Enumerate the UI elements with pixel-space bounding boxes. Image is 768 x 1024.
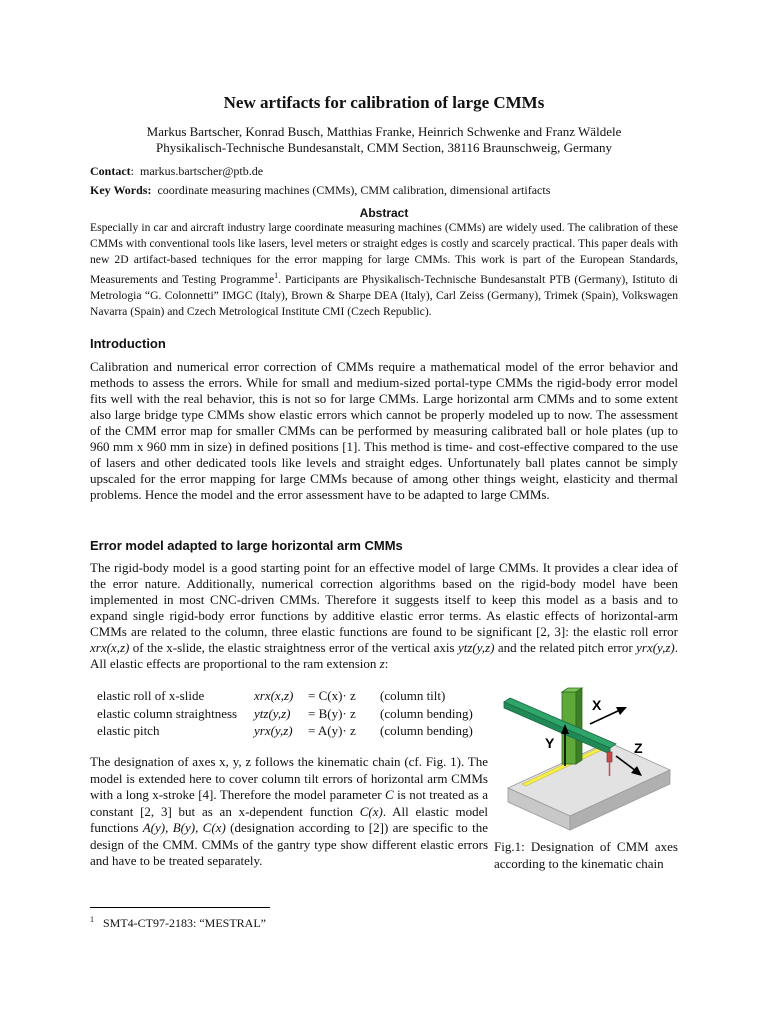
footnote — [90, 915, 266, 931]
p2-text: The designation of axes x, y, z follows the kinematic chain (cf. Fig. 1). The model is extended here to cover column tilt errors of horizontal arm CMMs with a long x-stroke [4]. Therefore the model parameter — [90, 754, 488, 802]
footnote-number: 1 — [90, 915, 94, 924]
p2-symbol-functions: A(y), B(y), C(x) — [142, 820, 226, 835]
abstract-text-part2: . Participants are Physikalisch-Technische Bundesanstalt PTB (Germany), Istituto di Metrologia “G. Colonnetti” IMGC (Italy), Brown & Sharpe DEA (Italy), Carl Zeiss (Germany), Trimek (Spain), Volkswagen Navarra (Spain) and Czech Metrological Institute CMI (Czech Republic). — [90, 272, 678, 318]
intro-heading: Introduction — [90, 336, 166, 351]
footnote-rule — [90, 907, 270, 908]
p1-symbol-z: z — [379, 656, 385, 671]
p1-symbol-yrx: yrx(y,z) — [636, 640, 675, 655]
equation-formula: = A(y)· z — [308, 723, 356, 738]
abstract-heading: Abstract — [359, 206, 409, 220]
equation-formula: = B(y)· z — [308, 706, 356, 721]
affiliation: Physikalisch-Technische Bundesanstalt, CMM Section, 38116 Braunschweig, Germany — [155, 140, 613, 155]
equation-name: elastic pitch — [97, 723, 160, 738]
p1-text-4: . All elastic effects are proportional to the ram extension — [90, 640, 678, 671]
p2-symbol-Cx: C(x) — [359, 803, 383, 819]
probe-body — [607, 752, 612, 762]
footnote-text: SMT4-CT97-2183: “MESTRAL” — [103, 916, 266, 930]
equation-comment: (column tilt) — [380, 688, 446, 703]
p1-symbol-xrx: xrx(x,z) — [90, 640, 130, 655]
p2-text-3: . All elastic model functions — [90, 803, 489, 835]
contact-email: markus.bartscher@ptb.de — [140, 164, 264, 178]
x-axis-label: X — [592, 697, 602, 713]
column-side — [576, 688, 582, 764]
footnote-reference: 1 — [274, 271, 279, 280]
p1-text: The rigid-body model is a good starting point for an effective model of large CMMs. It provides a clear idea of the error nature. Additionally, numerical correction algorithms based on the rigid-body model have been implemented in most CNC-driven CMMs. Therefore it suggests itself to keep this model as a basis and to expand single rigid-body error functions by additive elastic error terms. As elastic effects of horizontal-arm CMMs are related to the column, three elastic functions are found to be significant [2, 3]: the elastic roll error — [90, 560, 678, 639]
y-axis-label: Y — [545, 735, 555, 751]
equation-symbol: yrx(y,z) — [254, 723, 293, 738]
intro-paragraph: Calibration and numerical error correction of CMMs require a mathematical model of the error behavior and methods to assess the errors. While for small and medium-sized portal-type CMMs the rigid-body error model fits well with the real behavior, this is not so for large CMMs. Large horizontal arm CMMs and to some extent also large bridge type CMMs show elastic errors which cannot be properly modeled up to now. The assessment of the CMM error map for smaller CMMs can be performed by measuring calibrated ball or hole plates (up to 960 mm x 960 mm in size) in defined positions [1]. This method is time- and cost-effective compared to the use of lasers and other dedicated tools like levels and straight edges. Unfortunately ball plates cannot be simply upscaled for the error mapping for large CMMs because of among other things weight, elasticity and thermal problems. Hence the model and the error assessment have to be adapted to large CMMs. — [90, 359, 678, 502]
p1-text-end: : — [384, 656, 389, 671]
equation-symbol: ytz(y,z) — [254, 706, 291, 721]
equation-formula: = C(x)· z — [308, 688, 356, 703]
section2-heading: Error model adapted to large horizontal arm CMMs — [90, 538, 403, 553]
section2-paragraph2 — [90, 754, 488, 870]
equation-name: elastic column straightness — [97, 706, 238, 721]
author-list: Markus Bartscher, Konrad Busch, Matthias Franke, Heinrich Schwenke and Franz Wäldele — [146, 124, 622, 139]
keywords-value: coordinate measuring machines (CMMs), CMM calibration, dimensional artifacts — [157, 183, 551, 197]
cmm-axes-figure — [498, 680, 680, 840]
paper-title: New artifacts for calibration of large CMMs — [223, 93, 545, 112]
section2-paragraph1 — [90, 560, 678, 672]
keywords-line — [90, 183, 550, 198]
p2-text-4: (designation according to [2]) are specific to the design of the CMM. CMMs of the gantry type show different elastic errors and have to be treated separately. — [90, 820, 488, 868]
keywords-label: Key Words: — [90, 183, 152, 197]
p1-text-3: and the related pitch error — [494, 640, 637, 655]
equation-name: elastic roll of x-slide — [97, 688, 205, 703]
contact-label: Contact — [90, 164, 131, 178]
equation-comment: (column bending) — [380, 723, 473, 738]
p2-text-2: is not treated as a constant [2, 3] but as an x-dependent function — [90, 787, 488, 819]
p1-symbol-ytz: ytz(y,z) — [457, 640, 495, 655]
contact-line: Contact: markus.bartscher@ptb.de — [90, 164, 264, 178]
equation-comment: (column bending) — [380, 706, 473, 721]
z-axis-label: Z — [634, 740, 643, 756]
abstract-text-part1: Especially in car and aircraft industry large coordinate measuring machines (CMMs) are widely used. The calibration of these CMMs with conventional tools like lasers, level meters or straight edges is costly and scarcely practical. This paper deals with new 2D artifact-based techniques for the error mapping for large CMMs. This work is part of the European Standards, Measurements and Testing Programme — [90, 221, 678, 286]
abstract-text — [90, 220, 678, 320]
p1-text-2: of the x-slide, the elastic straightness error of the vertical axis — [129, 640, 458, 655]
figure-caption: Fig.1: Designation of CMM axes according to the kinematic chain — [494, 839, 678, 871]
equation-symbol: xrx(x,z) — [254, 688, 294, 703]
p2-symbol-C: C — [385, 787, 394, 802]
